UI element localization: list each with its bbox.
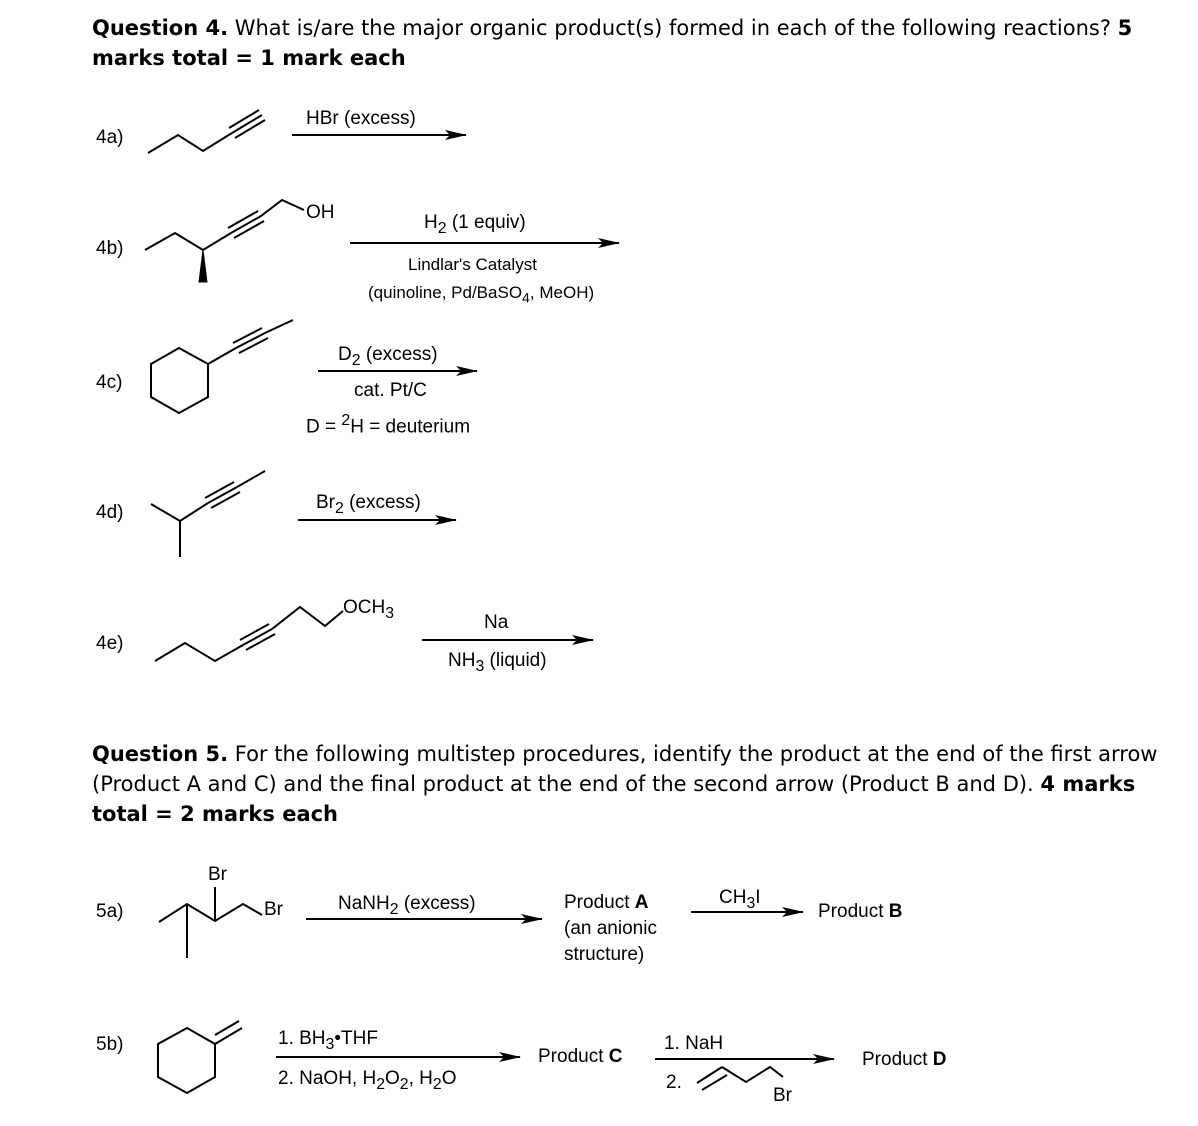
bromine-atom-5a-top: Br [208, 864, 227, 885]
catalyst-4c: cat. Pt/C [354, 380, 427, 401]
structure-4c-cyclohexyl-alkyne [151, 320, 293, 413]
deuterium-note-4c: D = $^2$H = deuterium [306, 412, 471, 438]
reagent-4b: $H_2$ (1 equiv) [424, 212, 526, 237]
reaction-label-5b: 5b) [96, 1034, 124, 1055]
question-4-label: Question 4. [92, 16, 229, 40]
reaction-label-5a: 5a) [96, 901, 124, 922]
catalyst-4b: Lindlar's Catalyst [408, 255, 537, 274]
structure-4a-alkyne [148, 110, 265, 153]
question-5-marks: 4 marks total = 2 marks each [92, 772, 1136, 826]
product-a-description-line2: structure) [564, 944, 645, 965]
reagent-5b-step3: 1. NaH [664, 1033, 724, 1054]
product-b-label: Product B [818, 901, 903, 922]
structure-5a-dibromide [159, 887, 262, 958]
product-a-description-line1: (an anionic [564, 918, 657, 939]
product-a-label: Product A [564, 892, 649, 913]
reagent-4d: $Br_2$ (excess) [316, 492, 421, 517]
reagent-5a-step2: $CH_3I$ [719, 887, 761, 912]
question-4-marks: 5 marks total = 1 mark each [92, 16, 1133, 70]
structure-allyl-bromide [697, 1067, 783, 1090]
structure-4b-alkynol [145, 200, 304, 282]
structure-4e-alkynyl-ether [155, 607, 343, 661]
reagent-5a-step1: NaNH$_2$ (excess) [338, 893, 476, 918]
conditions-4e: $NH_3$ (liquid) [448, 650, 547, 675]
methoxy-group-4e: $OCH_3$ [343, 597, 395, 622]
reaction-label-4a: 4a) [96, 127, 124, 148]
reagent-4a: HBr (excess) [306, 108, 416, 129]
reaction-label-4e: 4e) [96, 633, 124, 654]
bromine-atom-allyl: Br [773, 1085, 792, 1106]
structure-4d-branched-alkyne [151, 471, 265, 557]
question-5-body: For the following multistep procedures, identify the product at the end of the first arrow (Product A and C) and the final product at the end of the second arrow (Product B and D). [92, 742, 1158, 796]
conditions-4b: (quinoline, Pd/BaSO$_4$, MeOH) [368, 283, 595, 307]
hydroxyl-group-4b: OH [306, 202, 335, 223]
reagent-5b-step4-number: 2. [666, 1072, 682, 1093]
reaction-label-4d: 4d) [96, 502, 124, 523]
product-d-label: Product D [862, 1049, 947, 1070]
reagent-4c: $D_2$ (excess) [338, 344, 438, 369]
question-4-body: What is/are the major organic product(s) formed in each of the following reactions? [228, 16, 1118, 40]
reagent-5b-step2: 2. NaOH, $H_2O_2$, $H_2O$ [278, 1068, 457, 1093]
reaction-label-4b: 4b) [96, 238, 124, 259]
question-5-label: Question 5. [92, 742, 229, 766]
reaction-label-4c: 4c) [96, 372, 123, 393]
reagent-5b-step1: 1. $BH_3•THF$ [278, 1028, 378, 1053]
product-c-label: Product C [538, 1046, 623, 1067]
bromine-atom-5a-end: Br [264, 899, 283, 920]
structure-5b-methylenecyclohexane [158, 1021, 242, 1093]
reagent-4e: Na [484, 612, 509, 633]
